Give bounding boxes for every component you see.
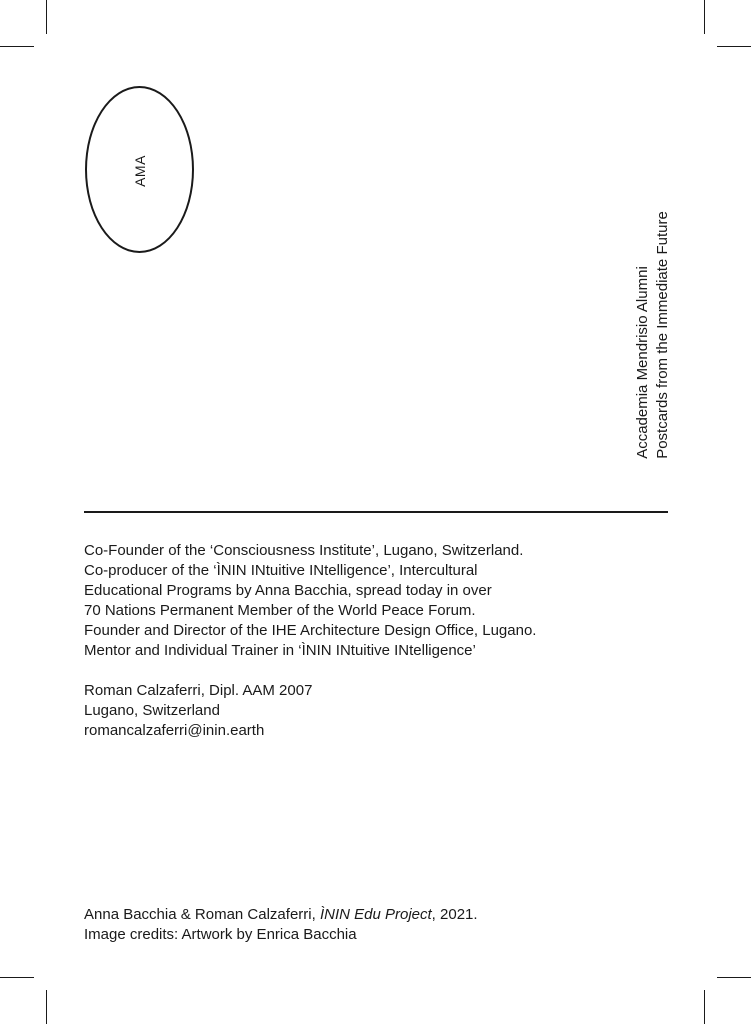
side-title bbox=[633, 211, 673, 459]
bio-line: Educational Programs by Anna Bacchia, spread today in over bbox=[84, 582, 492, 599]
bio-paragraph bbox=[84, 541, 684, 661]
crop-mark-top-left-horizontal bbox=[0, 46, 34, 47]
credits-year: , 2021. bbox=[431, 906, 478, 923]
crop-mark-top-left-vertical bbox=[46, 0, 47, 34]
credits-project-line bbox=[84, 905, 478, 925]
contact-location: Lugano, Switzerland bbox=[84, 702, 220, 719]
credits-work-title: ÌNIN Edu Project bbox=[319, 906, 432, 923]
contact-email: romancalzaferri@inin.earth bbox=[84, 722, 265, 739]
crop-mark-bottom-left-horizontal bbox=[0, 977, 34, 978]
crop-mark-bottom-right-vertical bbox=[704, 990, 705, 1024]
contact-name: Roman Calzaferri, Dipl. AAM 2007 bbox=[84, 682, 313, 699]
credits-block bbox=[84, 905, 478, 945]
contact-block bbox=[84, 681, 312, 741]
bio-line: Founder and Director of the IHE Architecture Design Office, Lugano. bbox=[84, 622, 537, 639]
ama-logo-text: AMA bbox=[132, 155, 148, 187]
bio-line: Mentor and Individual Trainer in ‘ÌNIN INtuitive INtelligence’ bbox=[84, 642, 476, 659]
side-title-line-2: Postcards from the Immediate Future bbox=[654, 211, 671, 459]
divider-rule bbox=[84, 511, 668, 513]
bio-line: Co-producer of the ‘ÌNIN INtuitive INtelligence’, Intercultural bbox=[84, 562, 478, 579]
crop-mark-bottom-right-horizontal bbox=[717, 977, 751, 978]
crop-mark-top-right-horizontal bbox=[717, 46, 751, 47]
side-title-line-1: Accademia Mendrisio Alumni bbox=[634, 266, 651, 459]
bio-line: 70 Nations Permanent Member of the World Peace Forum. bbox=[84, 602, 476, 619]
crop-mark-bottom-left-vertical bbox=[46, 990, 47, 1024]
credits-image-credits: Image credits: Artwork by Enrica Bacchia bbox=[84, 926, 357, 943]
crop-mark-top-right-vertical bbox=[704, 0, 705, 34]
credits-authors: Anna Bacchia & Roman Calzaferri, bbox=[84, 906, 320, 923]
bio-line: Co-Founder of the ‘Consciousness Institute’, Lugano, Switzerland. bbox=[84, 542, 524, 559]
